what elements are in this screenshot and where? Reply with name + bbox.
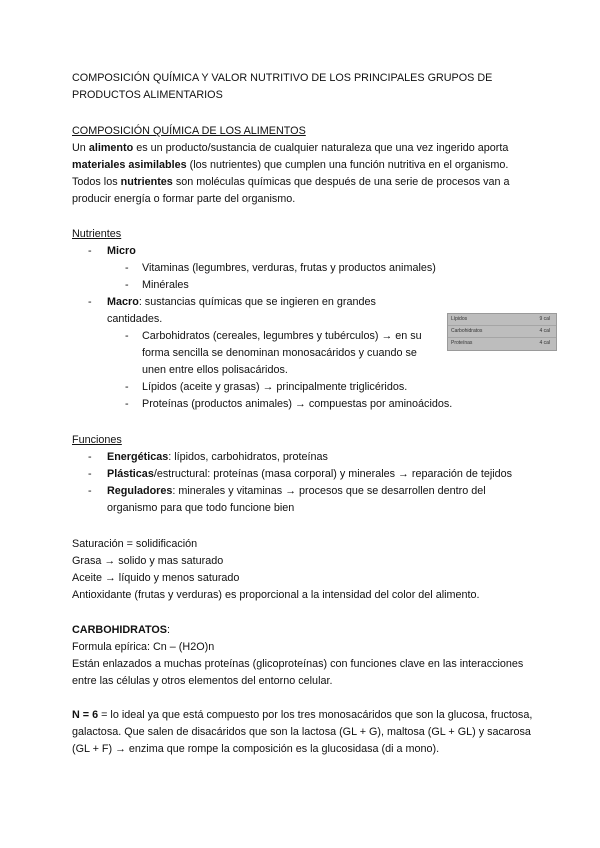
formula-line: Formula epírica: Cn – (H2O)n [72, 641, 215, 653]
title-text: COMPOSICIÓN QUÍMICA Y VALOR NUTRITIVO DE LOS PRINCIPALES GRUPOS DE PRODUCTOS ALIMENTARIOS [72, 72, 493, 101]
section-notes [72, 536, 542, 604]
section-funciones [72, 432, 542, 517]
table-row: Lípidos 9 cal [448, 314, 556, 326]
list-item-micro: - Micro [88, 245, 136, 257]
table-row: Carbohidratos 4 cal [448, 326, 556, 338]
list-item: - Reguladores: minerales y vitaminas → procesos que se desarrollen dentro del organismo para que todo funcione bien [88, 485, 486, 514]
bold-term: alimento [88, 142, 134, 154]
carbohidratos-heading: CARBOHIDRATOS: [72, 624, 170, 636]
bold-term: nutrientes [120, 176, 173, 188]
document-title [72, 70, 542, 104]
note-line: Antioxidante (frutas y verduras) es proporcional a la intensidad del color del alimento. [72, 589, 480, 601]
section-carbohidratos [72, 622, 542, 758]
paragraph-nutrientes: Todos los nutrientes son moléculas químicas que después de una serie de procesos van a producir energía o formar parte del organismo. [72, 176, 510, 205]
section-composicion [72, 123, 542, 208]
nutrientes-heading: Nutrientes [72, 228, 122, 240]
list-item-macro: - Macro: sustancias químicas que se ingieren en grandes cantidades. [88, 296, 376, 325]
note-line: Grasa → solido y mas saturado [72, 555, 224, 567]
list-item: - Energéticas: lípidos, carbohidratos, proteínas [88, 451, 328, 463]
list-item: - Minérales [125, 279, 189, 291]
note-line: Saturación = solidificación [72, 538, 198, 550]
note-line: Aceite → líquido y menos saturado [72, 572, 240, 584]
calorie-table-image [447, 313, 557, 351]
paragraph-alimento: Un alimento es un producto/sustancia de cualquier naturaleza que una vez ingerido aporta materiales asimilables (los nutrientes) que cumplen una función nutritiva en el organismo. [72, 142, 509, 171]
list-item: - Proteínas (productos animales) → compuestas por aminoácidos. [125, 398, 453, 410]
list-item: - Lípidos (aceite y grasas) → principalmente triglicéridos. [125, 381, 408, 393]
carbohidratos-paragraph: Están enlazados a muchas proteínas (glicoproteínas) con funciones clave en las interacciones entre las células y otros elementos del entorno celular. [72, 658, 524, 687]
list-item: - Carbohidratos (cereales, legumbres y tubérculos) → en su forma sencilla se denominan monosacáridos y cuando se unen entre ellos polisacáridos. [125, 330, 422, 376]
funciones-list [72, 449, 542, 517]
bold-term: materiales asimilables [72, 159, 187, 171]
list-item: - Vitaminas (legumbres, verduras, frutas y productos animales) [125, 262, 436, 274]
list-item: - Plásticas/estructural: proteínas (masa corporal) y minerales → reparación de tejidos [88, 468, 513, 480]
funciones-heading: Funciones [72, 434, 122, 446]
table-row: Proteínas 4 cal [451, 340, 550, 346]
n6-paragraph: N = 6 = lo ideal ya que está compuesto por los tres monosacáridos que son la glucosa, fructosa, galactosa. Que salen de disacáridos que son la lactosa (GL + G), maltosa (GL + GL) y sacarosa (GL + F) → enzima que rompe la composición es la glucosidasa (di a mono). [72, 709, 533, 755]
section-heading: COMPOSICIÓN QUÍMICA DE LOS ALIMENTOS [72, 125, 306, 137]
